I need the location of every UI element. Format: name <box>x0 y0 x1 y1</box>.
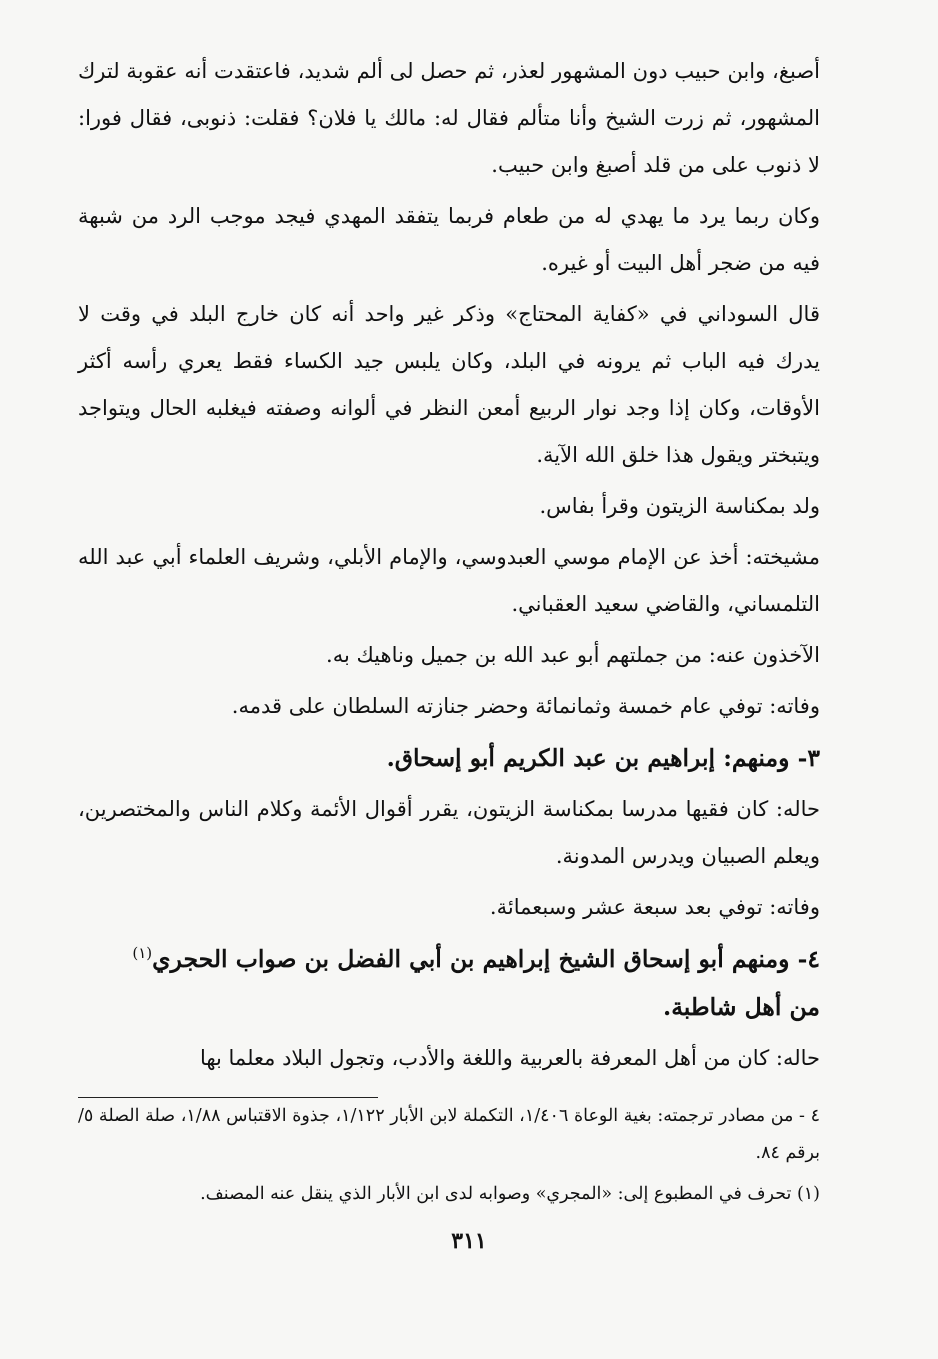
paragraph-10: حاله: كان من أهل المعرفة بالعربية واللغة والأدب، وتجول البلاد معلما بها <box>199 1046 820 1070</box>
paragraph-8: حاله: كان فقيها مدرسا بمكناسة الزيتون، يقرر أقوال الأئمة وكلام الناس والمختصرين، ويعلم الصبيان ويدرس المدونة. <box>78 797 820 868</box>
entry-heading-4 <box>78 935 820 1031</box>
footnotes <box>78 1098 820 1217</box>
paragraph-2: وكان ربما يرد ما يهدي له من طعام فربما يتفقد المهدي فيجد موجب الرد من شبهة فيه من ضجر أهل البيت أو غيره. <box>78 204 820 275</box>
footnote-1: (١) تحرف في المطبوع إلى: «المجري» وصوابه لدى ابن الأبار الذي ينقل عنه المصنف. <box>200 1184 820 1204</box>
paragraph-1: أصبغ، وابن حبيب دون المشهور لعذر، ثم حصل لى ألم شديد، فاعتقدت أنه عقوبة لترك المشهور، ثم زرت الشيخ وأنا متألم فقال له: مالك يا فلان؟ فقلت: ذنوبى، فقال فورا: لا ذنوب على من قلد أصبغ وابن حبيب. <box>78 59 820 177</box>
paragraph-4: ولد بمكناسة الزيتون وقرأ بفاس. <box>539 494 820 518</box>
page-body <box>78 48 820 1086</box>
entry-heading-4-end: من أهل شاطبة. <box>663 993 820 1021</box>
footnote-sources: ٤ - من مصادر ترجمته: بغية الوعاة ١/٤٠٦، التكملة لابن الأبار ١/١٢٢، جذوة الاقتباس ١/٨٨، صلة الصلة ٥/ برقم ٨٤. <box>78 1106 820 1163</box>
entry-heading-4-text: ٤- ومنهم أبو إسحاق الشيخ إبراهيم بن أبي الفضل بن صواب الحجري <box>152 945 820 973</box>
paragraph-7: وفاته: توفي عام خمسة وثمانمائة وحضر جنازته السلطان على قدمه. <box>231 694 820 718</box>
paragraph-6: الآخذون عنه: من جملتهم أبو عبد الله بن جميل وناهيك به. <box>326 643 820 667</box>
entry-heading-3: ٣- ومنهم: إبراهيم بن عبد الكريم أبو إسحاق. <box>386 744 820 772</box>
paragraph-9: وفاته: توفي بعد سبعة عشر وسبعمائة. <box>489 895 820 919</box>
page-number: ٣١١ <box>451 1228 487 1254</box>
footnote-marker: (١) <box>132 944 153 963</box>
paragraph-5: مشيخته: أخذ عن الإمام موسي العبدوسي، والإمام الأبلي، وشريف العلماء أبي عبد الله التلمساني، والقاضي سعيد العقباني. <box>78 545 820 616</box>
paragraph-3: قال السوداني في «كفاية المحتاج» وذكر غير واحد أنه كان خارج البلد في وقت لا يدرك فيه الباب ثم يرونه في البلد، وكان يلبس جيد الكساء فقط يعري رأسه أكثر الأوقات، وكان إذا وجد نوار الربيع أمعن النظر في ألوانه وصفته فيغلبه الحال ويتواجد ويتبختر ويقول هذا خلق الله الآية. <box>78 302 820 467</box>
